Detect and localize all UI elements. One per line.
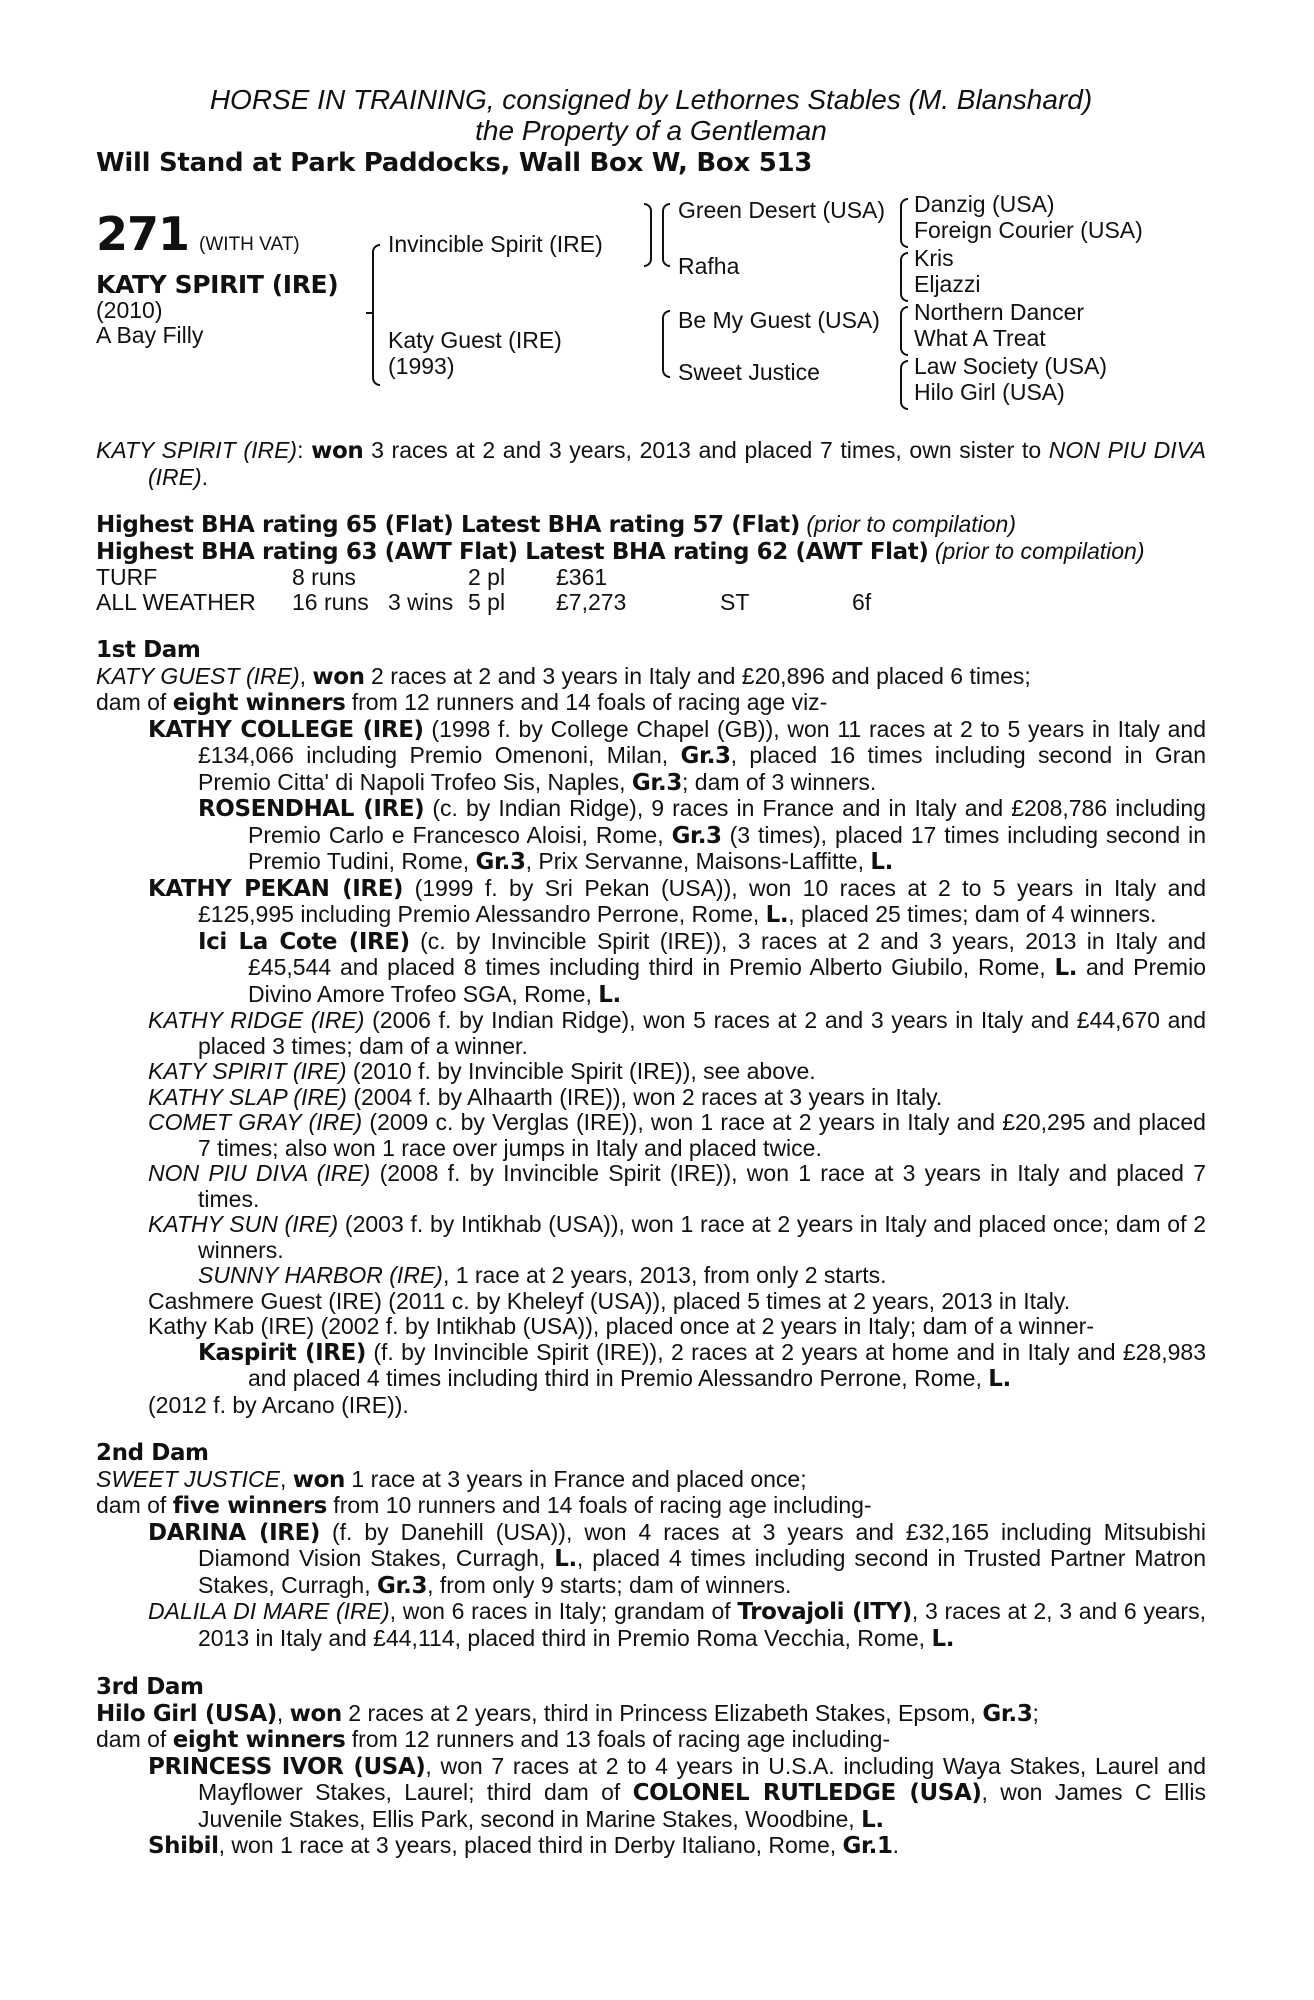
summary-sister: NON PIU DIVA (IRE): [148, 437, 1207, 490]
third-dam-won: won: [289, 1700, 342, 1727]
stat-going: [720, 565, 852, 590]
text: from 12 runners and 14 foals of racing age viz-: [345, 689, 828, 715]
grade: Gr.3: [982, 1700, 1033, 1727]
section-title: [96, 1674, 1206, 1701]
owner-heading: the Property of a Gentleman: [475, 115, 827, 146]
text: , Prix Servanne, Maisons-Laffitte,: [525, 848, 871, 874]
horse-info: [96, 272, 338, 349]
race-summary: KATY SPIRIT (IRE): won 3 races at 2 and 3 years, 2013 and placed 7 times, own sister to NON PIU DIVA (IRE).: [96, 437, 1207, 490]
lot-number: 271: [96, 207, 190, 261]
rating-flat: [96, 512, 1206, 539]
listed: L.: [1054, 955, 1078, 981]
text: and Premio Divino Amore Trofeo SGA, Rome,: [248, 954, 1206, 1007]
produce-name: COLONEL RUTLEDGE (USA): [632, 1780, 982, 1806]
produce-name: KATHY SLAP (IRE): [148, 1083, 347, 1110]
summary-horse-name: KATY SPIRIT (IRE): [96, 437, 298, 463]
second-dam-name: SWEET JUSTICE: [96, 1465, 281, 1492]
text: ;: [1032, 1699, 1039, 1726]
pedigree-bracket-mid: [366, 312, 373, 314]
ratings: [96, 512, 1206, 615]
list-item: [146, 1520, 1206, 1600]
dam-parents-bracket: [662, 310, 670, 378]
text: , placed 16 times including second in Gran Premio Citta' di Napoli Trofeo Sis, Naples,: [198, 742, 1206, 795]
dam-dam-dam: Hilo Girl (USA): [914, 379, 1065, 405]
text: , 1 race at 2 years, 2013, from only 2 starts.: [442, 1262, 887, 1288]
horse-name: KATY SPIRIT (IRE): [96, 270, 339, 299]
third-dam-section: [96, 1674, 1206, 1860]
sire-dam-sire: Kris: [914, 245, 954, 271]
third-dam-name: Hilo Girl (USA): [96, 1700, 277, 1727]
produce-name: PRINCESS IVOR (USA): [148, 1753, 426, 1780]
stat-surface: ALL WEATHER: [96, 589, 256, 615]
listed: L.: [931, 1625, 955, 1652]
list-item: [146, 1008, 1206, 1059]
consignor-heading: HORSE IN TRAINING, consigned by Lethornes Stables (M. Blanshard): [209, 84, 1093, 115]
rating-awt-text: Highest BHA rating 63 (AWT Flat) Latest BHA rating 62 (AWT Flat): [96, 538, 929, 565]
gen3-bracket-1: [900, 198, 908, 248]
rating-flat-text: Highest BHA rating 65 (Flat) Latest BHA rating 57 (Flat): [96, 512, 800, 538]
text: , placed 25 times; dam of 4 winners.: [788, 901, 1157, 927]
grade: Gr.3: [680, 743, 731, 769]
table-row: [96, 565, 871, 590]
list-item: [146, 1059, 1206, 1085]
gen3-bracket-4: [900, 360, 908, 410]
produce-name: DALILA DI MARE (IRE): [148, 1598, 390, 1624]
text: (2008 f. by Invincible Spirit (IRE)), won 1 race at 3 years in Italy and placed 7 times.: [198, 1160, 1206, 1212]
list-item: [146, 1110, 1206, 1161]
stat-placed: 5 pl: [468, 589, 506, 615]
grade: Gr.1: [842, 1833, 893, 1859]
text: (c. by Invincible Spirit (IRE)), 3 races at 2 and 3 years, 2013 in Italy and £45,544 and placed 8 times including third in Premio Alberto Giubilo, Rome,: [248, 927, 1206, 980]
second-dam-section: [96, 1440, 1206, 1652]
produce-name: Ici La Cote (IRE): [198, 928, 410, 955]
summary-end: .: [201, 463, 209, 490]
vat-note: (WITH VAT): [199, 234, 300, 255]
list-item: Cashmere Guest (IRE) (2011 c. by Kheleyf (USA)), placed 5 times at 2 years, 2013 in Italy.: [148, 1287, 1071, 1314]
grade: Gr.3: [376, 1572, 428, 1599]
text: 2 races at 2 years, third in Princess Elizabeth Stakes, Epsom,: [341, 1699, 983, 1726]
second-dam-title: 2nd Dam: [96, 1440, 209, 1466]
list-item: [196, 1340, 1206, 1393]
third-dam-produce: [96, 1727, 1206, 1754]
third-dam-intro: Hilo Girl (USA), won 2 races at 2 years, third in Princess Elizabeth Stakes, Epsom, Gr.3;: [96, 1699, 1039, 1727]
list-item: [146, 717, 1206, 797]
list-item: [146, 1754, 1206, 1834]
gen3-bracket-3: [900, 306, 908, 356]
first-dam-name: KATY GUEST (IRE): [96, 662, 300, 689]
sire-bracket-right: [644, 203, 652, 267]
text: (1999 f. by Sri Pekan (USA)), won 10 races at 2 to 5 years in Italy and £125,995 including Premio Alessandro Perrone, Rome,: [198, 874, 1206, 927]
produce-name: Shibil: [148, 1833, 219, 1859]
dam-sire-sire: Northern Dancer: [914, 299, 1085, 325]
sire: Invincible Spirit (IRE): [388, 231, 603, 257]
summary-text: 3 races at 2 and 3 years, 2013 and placed 7 times, own sister to: [363, 437, 1049, 463]
list-item: Kathy Kab (IRE) (2002 f. by Intikhab (USA)), placed once at 2 years in Italy; dam of a winner-: [148, 1313, 1094, 1339]
gen3-bracket-2: [900, 252, 908, 302]
list-item: [196, 796, 1206, 876]
text: ; dam of 3 winners.: [682, 768, 877, 795]
text: , placed 4 times including second in Trusted Partner Matron Stakes, Curragh,: [198, 1545, 1206, 1598]
text: dam of: [96, 1726, 173, 1752]
listed: L.: [554, 1546, 577, 1572]
rating-flat-note: (prior to compilation): [806, 511, 1017, 537]
text: (1998 f. by College Chapel (GB)), won 11 races at 2 to 5 years in Italy and £134,066 including Premio Omenoni, Milan,: [198, 715, 1206, 768]
list-item: [196, 1263, 1206, 1289]
list-item: (2012 f. by Arcano (IRE)).: [148, 1391, 409, 1418]
winners-count: five winners: [172, 1493, 327, 1519]
stat-placed: 2 pl: [468, 564, 506, 590]
text: (2006 f. by Indian Ridge), won 5 races at 2 and 3 years in Italy and £44,670 and placed 3 times; dam of a winner.: [198, 1007, 1207, 1059]
grade: Gr.3: [475, 849, 526, 875]
lot-heading: [96, 207, 300, 261]
sire-sire-dam: Foreign Courier (USA): [914, 217, 1143, 243]
list-item: [146, 1599, 1206, 1652]
first-dam-intro: KATY GUEST (IRE), won 2 races at 2 and 3 years in Italy and £20,896 and placed 6 times;: [96, 662, 1031, 690]
rating-awt-note: (prior to compilation): [934, 537, 1145, 564]
text: , from only 9 starts; dam of winners.: [427, 1571, 792, 1598]
produce-name: COMET GRAY (IRE): [148, 1109, 363, 1135]
produce-name: SUNNY HARBOR (IRE): [198, 1262, 443, 1288]
first-dam-text: 2 races at 2 and 3 years in Italy and £20,896 and placed 6 times;: [364, 662, 1031, 689]
produce-name: ROSENDHAL (IRE): [198, 796, 425, 822]
section-title: [96, 637, 1206, 664]
second-dam-produce: [96, 1493, 1206, 1520]
dam-dam-sire: Law Society (USA): [914, 353, 1108, 379]
text: , 3 races at 2, 3 and 6 years, 2013 in Italy and £44,114, placed third in Premio Roma Vecchia, Rome,: [198, 1598, 1206, 1651]
produce-name: KATHY SUN (IRE): [148, 1211, 339, 1237]
grade: Gr.3: [631, 769, 682, 796]
text: (f. by Danehill (USA)), won 4 races at 3 years and £32,165 including Mitsubishi Diamond Vision Stakes, Curragh,: [198, 1518, 1206, 1571]
first-dam-won: won: [312, 663, 365, 690]
dam-year: (1993): [388, 353, 455, 379]
text: 1 race at 3 years in France and placed once;: [345, 1465, 807, 1492]
listed: L.: [765, 902, 789, 928]
listed: L.: [988, 1366, 1011, 1392]
dam-sire: Be My Guest (USA): [678, 307, 880, 333]
winners-count: eight winners: [172, 1727, 346, 1753]
list-item: [146, 1212, 1206, 1263]
sire-dam-dam: Eljazzi: [914, 271, 981, 297]
second-dam-intro: SWEET JUSTICE, won 1 race at 3 years in France and placed once;: [96, 1465, 807, 1493]
text: (2010 f. by Invincible Spirit (IRE)), see above.: [346, 1058, 816, 1084]
pedigree-table: [96, 191, 1206, 438]
produce-name: Kaspirit (IRE): [198, 1339, 366, 1366]
produce-name: KATHY PEKAN (IRE): [148, 875, 404, 902]
first-dam-produce: [96, 690, 1206, 717]
second-dam-won: won: [292, 1466, 346, 1493]
pedigree-bracket: [372, 244, 380, 386]
stat-wins: 3 wins: [388, 589, 454, 615]
produce-name: DARINA (IRE): [148, 1519, 320, 1546]
stat-money: £361: [556, 564, 608, 590]
text: from 12 runners and 13 foals of racing age including-: [345, 1726, 891, 1752]
text: (f. by Invincible Spirit (IRE)), 2 races at 2 years at home and in Italy and £28,983 and placed 4 times including third in Premio Alessandro Perrone, Rome,: [248, 1338, 1206, 1391]
text: , won 6 races in Italy; grandam of: [389, 1598, 738, 1624]
table-row: [96, 590, 871, 615]
sire-parents-bracket: [662, 203, 670, 267]
sire-dam: Rafha: [678, 253, 740, 279]
text: (2003 f. by Intikhab (USA)), won 1 race at 2 years in Italy and placed once; dam of 2 winners.: [198, 1211, 1206, 1263]
list-item: [146, 1085, 1206, 1111]
text: , won 1 race at 3 years, placed third in Derby Italiano, Rome,: [218, 1832, 843, 1858]
text: , won 7 races at 2 to 4 years in U.S.A. including Waya Stakes, Laurel and Mayflower Stakes, Laurel; third dam of: [198, 1752, 1206, 1805]
third-dam-title: 3rd Dam: [96, 1674, 204, 1700]
listed: L.: [861, 1806, 884, 1833]
horse-year: (2010): [96, 296, 163, 323]
stat-surface: TURF: [96, 564, 158, 590]
stat-distance: 6f: [852, 589, 872, 615]
produce-name: KATY SPIRIT (IRE): [148, 1058, 347, 1084]
stat-wins: [388, 565, 468, 590]
stat-going: ST: [720, 589, 750, 615]
stat-runs: 8 runs: [292, 564, 356, 590]
listed: L.: [870, 849, 893, 875]
stat-money: £7,273: [556, 589, 627, 615]
listed: L.: [598, 981, 621, 1008]
list-item: [146, 1161, 1206, 1212]
text: from 10 runners and 14 foals of racing age including-: [326, 1492, 872, 1518]
text: dam of: [96, 689, 173, 715]
produce-name: NON PIU DIVA (IRE): [148, 1160, 371, 1186]
text: dam of: [96, 1492, 173, 1518]
first-dam-title: 1st Dam: [96, 637, 201, 663]
produce-name: KATHY RIDGE (IRE): [148, 1007, 365, 1033]
sire-sire-sire: Danzig (USA): [914, 191, 1055, 217]
catalogue-page: [96, 84, 1206, 1860]
text: (2009 c. by Verglas (IRE)), won 1 race at 2 years in Italy and £20,295 and placed 7 times; also won 1 race over jumps in Italy and placed twice.: [198, 1109, 1206, 1161]
winners-count: eight winners: [172, 690, 346, 716]
produce-name: Trovajoli (ITY): [737, 1599, 912, 1625]
rating-awt: [96, 539, 1206, 566]
text: (2004 f. by Alhaarth (IRE)), won 2 races at 3 years in Italy.: [346, 1083, 943, 1110]
stand-location: Will Stand at Park Paddocks, Wall Box W, Box 513: [96, 148, 813, 178]
horse-description: A Bay Filly: [96, 322, 204, 348]
grade: Gr.3: [671, 822, 722, 849]
list-item: [146, 876, 1206, 929]
text: , won James C Ellis Juvenile Stakes, Ellis Park, second in Marine Stakes, Woodbine,: [198, 1779, 1206, 1832]
text: (3 times), placed 17 times including second in Premio Tudini, Rome,: [248, 821, 1206, 874]
dam: Katy Guest (IRE): [388, 327, 562, 353]
summary-won: won: [311, 438, 364, 464]
section-title: [96, 1440, 1206, 1467]
text: (c. by Indian Ridge), 9 races in France and in Italy and £208,786 including Premio Carlo e Francesco Aloisi, Rome,: [248, 795, 1206, 848]
stat-distance: [852, 565, 871, 590]
race-record-table: [96, 565, 871, 615]
text: .: [892, 1832, 900, 1858]
list-item: [196, 929, 1206, 1009]
first-dam-section: [96, 637, 1206, 1418]
produce-name: KATHY COLLEGE (IRE): [148, 716, 424, 743]
dam-dam: Sweet Justice: [678, 359, 820, 385]
dam-sire-dam: What A Treat: [914, 325, 1046, 351]
sire-sire: Green Desert (USA): [678, 197, 886, 223]
stat-runs: 16 runs: [292, 589, 369, 615]
list-item: [146, 1833, 1206, 1860]
